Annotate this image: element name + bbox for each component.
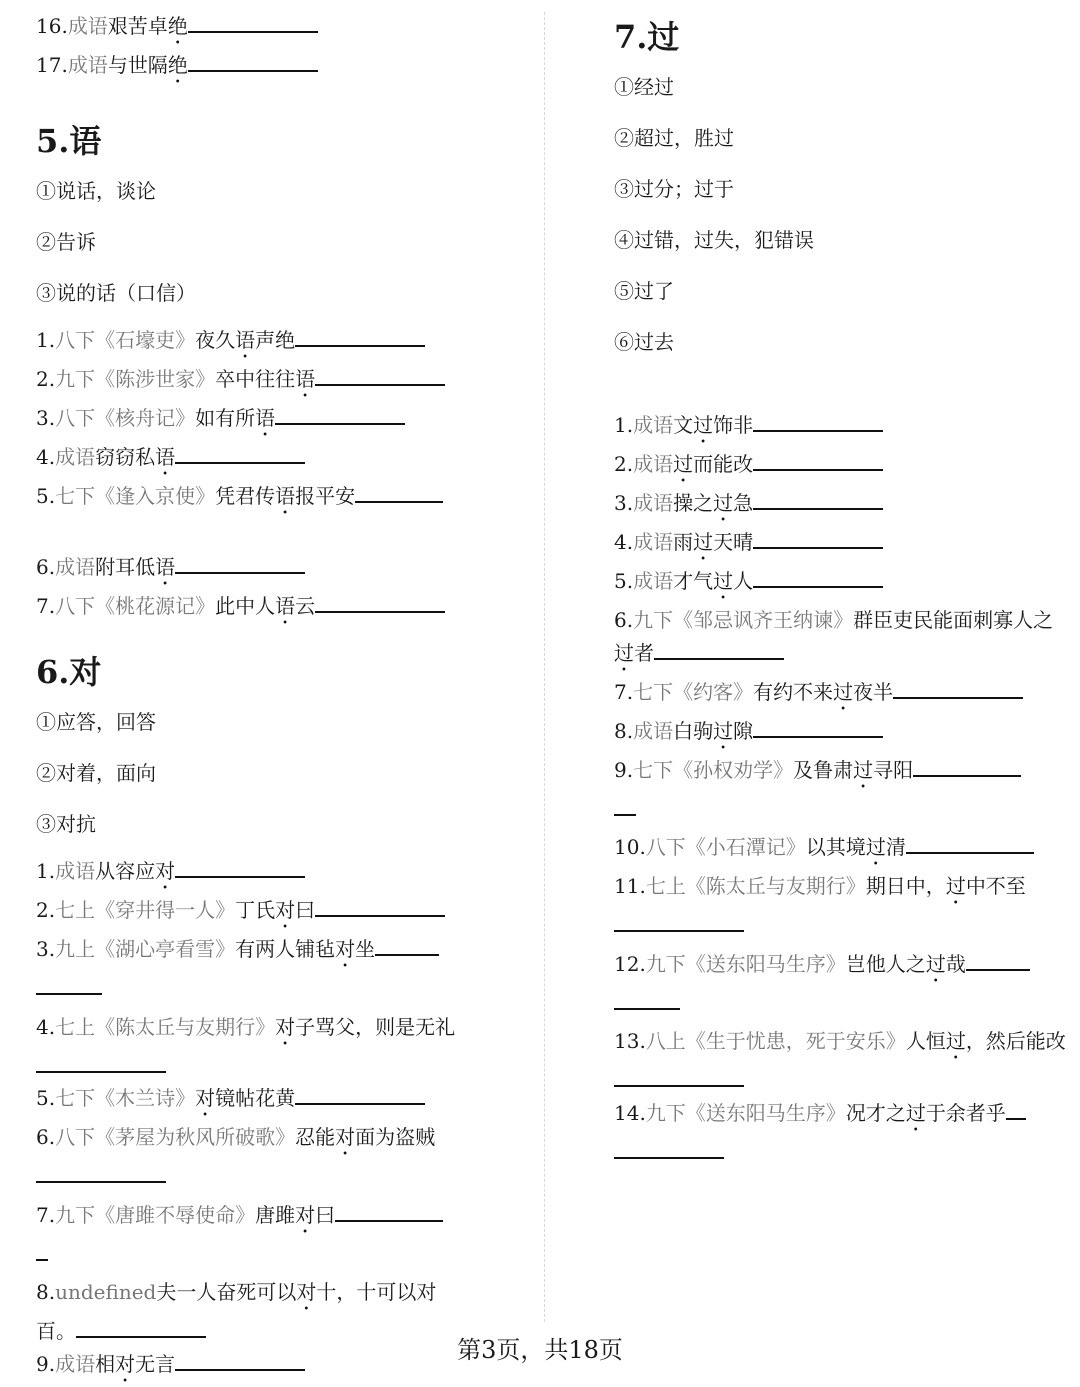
question-source: 七下《孙权劝学》 <box>633 757 794 782</box>
question-item: 17.成语与世隔绝 <box>36 49 476 88</box>
key-character: 对 <box>275 898 296 922</box>
key-character: 过 <box>853 757 874 782</box>
answer-blank-continued[interactable] <box>614 994 680 1010</box>
answer-blank[interactable] <box>614 1071 744 1087</box>
key-character: 语 <box>275 594 296 618</box>
question-list <box>614 409 1066 1168</box>
question-source: 八下《小石潭记》 <box>645 835 806 859</box>
question-item: 12.九下《送东阳马生序》岂他人之过哉 <box>614 948 1066 1020</box>
question-item: 8.成语白驹过隙 <box>614 715 1066 754</box>
answer-blank[interactable] <box>335 1206 443 1222</box>
key-character: 绝 <box>167 14 188 38</box>
section-heading: 5.语 <box>36 122 102 160</box>
key-character: 过 <box>713 491 734 515</box>
answer-blank[interactable] <box>893 683 1023 699</box>
question-item: 10.八下《小石潭记》以其境过清 <box>614 831 1066 870</box>
question-source: 九下《送东阳马生序》 <box>645 1100 846 1125</box>
key-character: 过 <box>713 569 734 593</box>
meaning-item: ③对抗 <box>36 812 96 836</box>
key-character: 语 <box>275 484 296 508</box>
question-source: 成语 <box>67 53 108 77</box>
question-item: 5.七下《木兰诗》对镜帖花黄 <box>36 1082 476 1121</box>
answer-blank[interactable] <box>1006 1104 1026 1120</box>
question-item: 1.成语文过饰非 <box>614 409 1066 448</box>
question-source: undefined <box>55 1280 157 1304</box>
meaning-item: ②告诉 <box>36 230 96 254</box>
answer-blank-continued[interactable] <box>36 979 102 995</box>
question-item: 8.undefined夫一人奋死可以对十，十可以对百。 <box>36 1280 437 1343</box>
key-character: 过 <box>865 835 886 859</box>
answer-blank[interactable] <box>753 572 883 588</box>
question-source: 八上《生于忧患，死于安乐》 <box>645 1029 906 1053</box>
key-character: 对 <box>335 937 356 961</box>
question-item: 6.成语附耳低语 <box>36 551 476 590</box>
question-item: 9.七下《孙权劝学》及鲁肃过寻阳 <box>614 754 1066 826</box>
answer-blank[interactable] <box>175 862 305 878</box>
left-column <box>36 10 476 1387</box>
key-character: 过 <box>713 718 734 743</box>
question-source: 成语 <box>633 569 674 593</box>
question-item: 2.九下《陈涉世家》卒中往往语 <box>36 363 476 402</box>
answer-blank[interactable] <box>753 533 883 549</box>
question-source: 九下《陈涉世家》 <box>55 367 216 391</box>
question-item: 3.成语操之过急 <box>614 487 1066 526</box>
key-character: 语 <box>295 367 316 391</box>
question-item: 7.七下《约客》有约不来过夜半 <box>614 676 1066 715</box>
answer-blank[interactable] <box>36 1167 166 1183</box>
question-item: 6.八下《茅屋为秋风所破歌》忍能对面为盗贼 <box>36 1121 476 1193</box>
answer-blank[interactable] <box>614 916 744 932</box>
question-item: 3.九上《湖心亭看雪》有两人铺毡对坐 <box>36 933 476 1005</box>
question-source: 成语 <box>633 718 674 743</box>
question-source: 七下《逢入京使》 <box>55 484 216 508</box>
question-item: 7.九下《唐雎不辱使命》唐雎对曰 <box>36 1199 476 1271</box>
question-item: 4.七上《陈太丘与友期行》对子骂父，则是无礼 <box>36 1011 476 1083</box>
key-character: 过 <box>945 874 966 898</box>
answer-blank[interactable] <box>175 558 305 574</box>
page-footer: 第3页，共18页 <box>457 1336 623 1364</box>
question-source: 八下《茅屋为秋风所破歌》 <box>55 1125 296 1149</box>
meaning-item: ③过分；过于 <box>614 177 734 201</box>
question-source: 七下《约客》 <box>633 679 754 704</box>
key-character: 过 <box>945 1029 966 1053</box>
question-source: 成语 <box>633 530 674 554</box>
answer-blank-continued[interactable] <box>36 1245 48 1261</box>
right-column <box>614 10 1066 1168</box>
question-source: 成语 <box>67 14 108 38</box>
meaning-item: ①经过 <box>614 75 674 99</box>
key-character: 绝 <box>167 53 188 77</box>
question-item: 16.成语艰苦卓绝 <box>36 10 476 49</box>
question-item: 4.成语窃窃私语 <box>36 441 476 480</box>
question-item: 2.七上《穿井得一人》丁氏对曰 <box>36 894 476 933</box>
question-item: 11.七上《陈太丘与友期行》期日中，过中不至 <box>614 870 1066 942</box>
meaning-item: ②对着，面向 <box>36 761 156 785</box>
meaning-item: ①应答，回答 <box>36 710 156 734</box>
question-item: 1.成语从容应对 <box>36 855 476 894</box>
answer-blank[interactable] <box>295 1089 425 1105</box>
answer-blank[interactable] <box>966 955 1030 971</box>
answer-blank[interactable] <box>315 370 445 386</box>
question-item: 3.八下《核舟记》如有所语 <box>36 402 476 441</box>
key-character: 对 <box>115 1351 136 1376</box>
answer-blank-continued[interactable] <box>614 800 636 816</box>
question-list <box>36 324 476 629</box>
question-item: 2.成语过而能改 <box>614 448 1066 487</box>
section-heading: 6.对 <box>36 653 102 691</box>
answer-blank[interactable] <box>753 494 883 510</box>
question-item: 14.九下《送东阳马生序》况才之过于余者乎 <box>614 1097 1066 1169</box>
question-source: 九下《邹忌讽齐王纳谏》 <box>633 608 854 632</box>
meaning-item: ⑥过去 <box>614 330 674 354</box>
answer-blank[interactable] <box>375 940 439 956</box>
question-item: 13.八上《生于忧患，死于安乐》人恒过，然后能改 <box>614 1025 1066 1097</box>
question-source: 八下《石壕吏》 <box>55 328 196 352</box>
section-heading: 7.过 <box>614 18 680 56</box>
answer-blank[interactable] <box>175 448 305 464</box>
question-source: 成语 <box>55 1351 96 1376</box>
meaning-item: ②超过，胜过 <box>614 126 734 150</box>
question-source: 九下《送东阳马生序》 <box>645 951 846 976</box>
key-character: 过 <box>673 452 694 476</box>
key-character: 语 <box>155 555 176 579</box>
answer-blank[interactable] <box>188 56 318 72</box>
question-item: 9.成语相对无言 <box>36 1348 476 1387</box>
question-source: 九上《湖心亭看雪》 <box>55 937 236 961</box>
key-character: 过 <box>925 951 946 976</box>
key-character: 过 <box>614 640 634 665</box>
key-character: 过 <box>905 1100 926 1125</box>
key-character: 对 <box>296 1280 317 1304</box>
question-source: 七上《穿井得一人》 <box>55 898 236 922</box>
key-character: 对 <box>335 1125 356 1149</box>
answer-blank[interactable] <box>906 838 1034 854</box>
answer-blank[interactable] <box>275 409 405 425</box>
question-source: 成语 <box>633 413 674 437</box>
answer-blank[interactable] <box>753 455 883 471</box>
answer-blank[interactable] <box>315 597 445 613</box>
key-character: 对 <box>155 859 176 883</box>
answer-blank[interactable] <box>654 644 784 660</box>
question-source: 成语 <box>633 452 674 476</box>
question-item: 6.九下《邹忌讽齐王纳谏》群臣吏民能面刺寡人之过者 <box>614 608 1054 665</box>
question-item: 4.成语雨过天晴 <box>614 526 1066 565</box>
meaning-item: ③说的话（口信） <box>36 281 196 305</box>
question-source: 八下《桃花源记》 <box>55 594 216 618</box>
answer-blank[interactable] <box>753 416 883 432</box>
answer-blank[interactable] <box>913 761 1021 777</box>
answer-blank[interactable] <box>753 722 883 738</box>
question-source: 七上《陈太丘与友期行》 <box>55 1014 276 1039</box>
key-character: 对 <box>295 1202 316 1227</box>
question-item: 5.成语才气过人 <box>614 565 1066 604</box>
meaning-item: ④过错，过失，犯错误 <box>614 228 814 252</box>
key-character: 对 <box>195 1086 216 1110</box>
key-character: 过 <box>693 530 714 554</box>
key-character: 语 <box>255 406 276 430</box>
question-item: 5.七下《逢入京使》凭君传语报平安 <box>36 480 476 519</box>
question-source: 成语 <box>55 445 96 469</box>
answer-blank-continued[interactable] <box>614 1143 724 1159</box>
column-divider <box>544 12 545 1322</box>
answer-blank[interactable] <box>36 1057 166 1073</box>
question-source: 成语 <box>55 555 96 579</box>
answer-blank[interactable] <box>188 17 318 33</box>
answer-blank[interactable] <box>355 487 443 503</box>
question-list <box>36 855 476 1387</box>
question-source: 七上《陈太丘与友期行》 <box>645 874 866 898</box>
key-character: 语 <box>155 445 176 469</box>
question-source: 八下《核舟记》 <box>55 406 196 430</box>
question-item: 7.八下《桃花源记》此中人语云 <box>36 590 476 629</box>
question-source: 七下《木兰诗》 <box>55 1086 196 1110</box>
key-character: 过 <box>693 413 714 437</box>
question-source: 成语 <box>633 491 674 515</box>
meaning-item: ⑤过了 <box>614 279 674 303</box>
question-source: 成语 <box>55 859 96 883</box>
answer-blank[interactable] <box>315 901 445 917</box>
question-item: 1.八下《石壕吏》夜久语声绝 <box>36 324 476 363</box>
meaning-item: ①说话，谈论 <box>36 179 156 203</box>
question-source: 九下《唐雎不辱使命》 <box>55 1202 256 1227</box>
key-character: 语 <box>235 328 256 352</box>
answer-blank[interactable] <box>295 331 425 347</box>
key-character: 对 <box>275 1014 296 1039</box>
key-character: 过 <box>833 679 854 704</box>
